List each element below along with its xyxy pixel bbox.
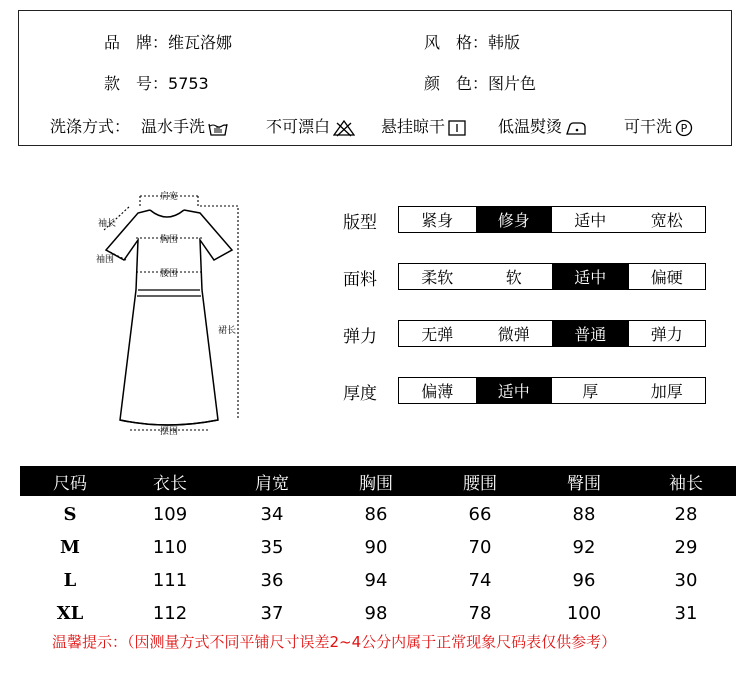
table-cell: 111 [152,569,188,591]
table-cell: 100 [566,602,602,624]
attribute-scale [398,263,706,290]
wash-item-dryclean: 可干洗 P [624,114,693,137]
attribute-option: 适中 [574,211,607,230]
attribute-option: 宽松 [650,211,683,230]
attribute-scale [398,320,706,347]
table-cell: 96 [572,569,596,591]
header-shoulder: 肩宽 [255,473,289,494]
wash-item-hangdry: 悬挂晾干 [381,114,466,137]
table-cell: 30 [674,569,698,591]
no-bleach-icon [333,119,355,137]
attribute-option: 紧身 [421,211,454,230]
table-cell: 31 [674,602,698,624]
dress-measurement-diagram [90,180,260,435]
hem-label: 摆围 [159,427,179,435]
hand-wash-icon [208,119,228,137]
attribute-option: 无弹 [421,325,454,344]
model-row [104,71,209,94]
table-cell: 66 [468,503,492,525]
attribute-label: 厚度 [343,384,377,404]
attribute-option-selected: 适中 [552,264,629,289]
header-size: 尺码 [53,473,87,494]
table-row [20,532,736,562]
header-length: 衣长 [153,473,187,494]
attribute-option: 软 [505,268,522,287]
table-cell: 74 [468,569,492,591]
size-cell: M [60,536,80,558]
table-cell: 70 [468,536,492,558]
header-hip: 臀围 [567,473,601,494]
wash-item-lowiron: 低温熨烫 [498,114,587,137]
brand-value: 维瓦洛娜 [168,33,233,52]
table-row [20,565,736,595]
table-cell: 29 [674,536,698,558]
wash-item-handwash: 温水手洗 [141,114,228,137]
chest-label: 胸围 [159,235,179,245]
attribute-label: 面料 [343,270,377,290]
model-label: 款 号： [104,74,169,93]
table-cell: 34 [260,503,284,525]
wash-title: 洗涤方式： [50,117,131,136]
table-cell: 86 [364,503,388,525]
style-value: 韩版 [488,33,521,52]
table-row [20,499,736,529]
attribute-scale [398,206,706,233]
attribute-option-selected: 适中 [476,378,553,403]
table-cell: 92 [572,536,596,558]
size-table-header [20,466,736,496]
sleeve-circ-label: 袖围 [96,255,115,265]
color-row [424,71,536,94]
size-cell: XL [56,602,84,624]
attribute-option: 厚 [582,382,599,401]
brand-label: 品 牌： [104,33,169,52]
color-label: 颜 色： [424,74,489,93]
waist-label: 腰围 [159,269,179,279]
skirt-length-label: 裙长 [218,326,237,336]
brand-row [104,30,232,53]
attribute-option: 微弹 [497,325,530,344]
table-cell: 109 [152,503,188,525]
attribute-option: 弹力 [650,325,683,344]
table-cell: 78 [468,602,492,624]
hang-dry-icon [448,119,466,137]
table-row [20,598,736,628]
attribute-scale [398,377,706,404]
attribute-option-selected: 修身 [476,207,553,232]
table-cell: 90 [364,536,388,558]
sleeve-length-label: 袖长 [98,219,117,229]
dry-clean-p-icon [675,119,693,137]
low-iron-icon [565,119,587,137]
header-chest: 胸围 [359,473,393,494]
style-label: 风 格： [424,33,489,52]
table-cell: 36 [260,569,284,591]
style-row [424,30,520,53]
attribute-option: 柔软 [421,268,454,287]
wash-item-nobleach: 不可漂白 [266,114,355,137]
table-cell: 110 [152,536,188,558]
svg-text:P: P [680,121,688,135]
table-cell: 88 [572,503,596,525]
attribute-option: 偏薄 [421,382,454,401]
attribute-label: 弹力 [343,327,377,347]
size-cell: S [63,503,77,525]
table-cell: 112 [152,602,188,624]
attribute-label: 版型 [343,213,377,233]
attribute-option-selected: 普通 [552,321,629,346]
table-cell: 35 [260,536,284,558]
attribute-option: 偏硬 [650,268,683,287]
shoulder-label: 肩宽 [159,192,179,202]
table-cell: 98 [364,602,388,624]
color-value: 图片色 [488,74,537,93]
model-value: 5753 [168,74,209,93]
measurement-note: 温馨提示：（因测量方式不同平铺尺寸误差2~4公分内属于正常现象尺码表仅供参考） [52,633,617,651]
table-cell: 28 [674,503,698,525]
attribute-option: 加厚 [650,382,683,401]
table-cell: 94 [364,569,388,591]
table-cell: 37 [260,602,284,624]
header-sleeve: 袖长 [669,473,703,494]
header-waist: 腰围 [463,473,497,494]
size-cell: L [63,569,77,591]
